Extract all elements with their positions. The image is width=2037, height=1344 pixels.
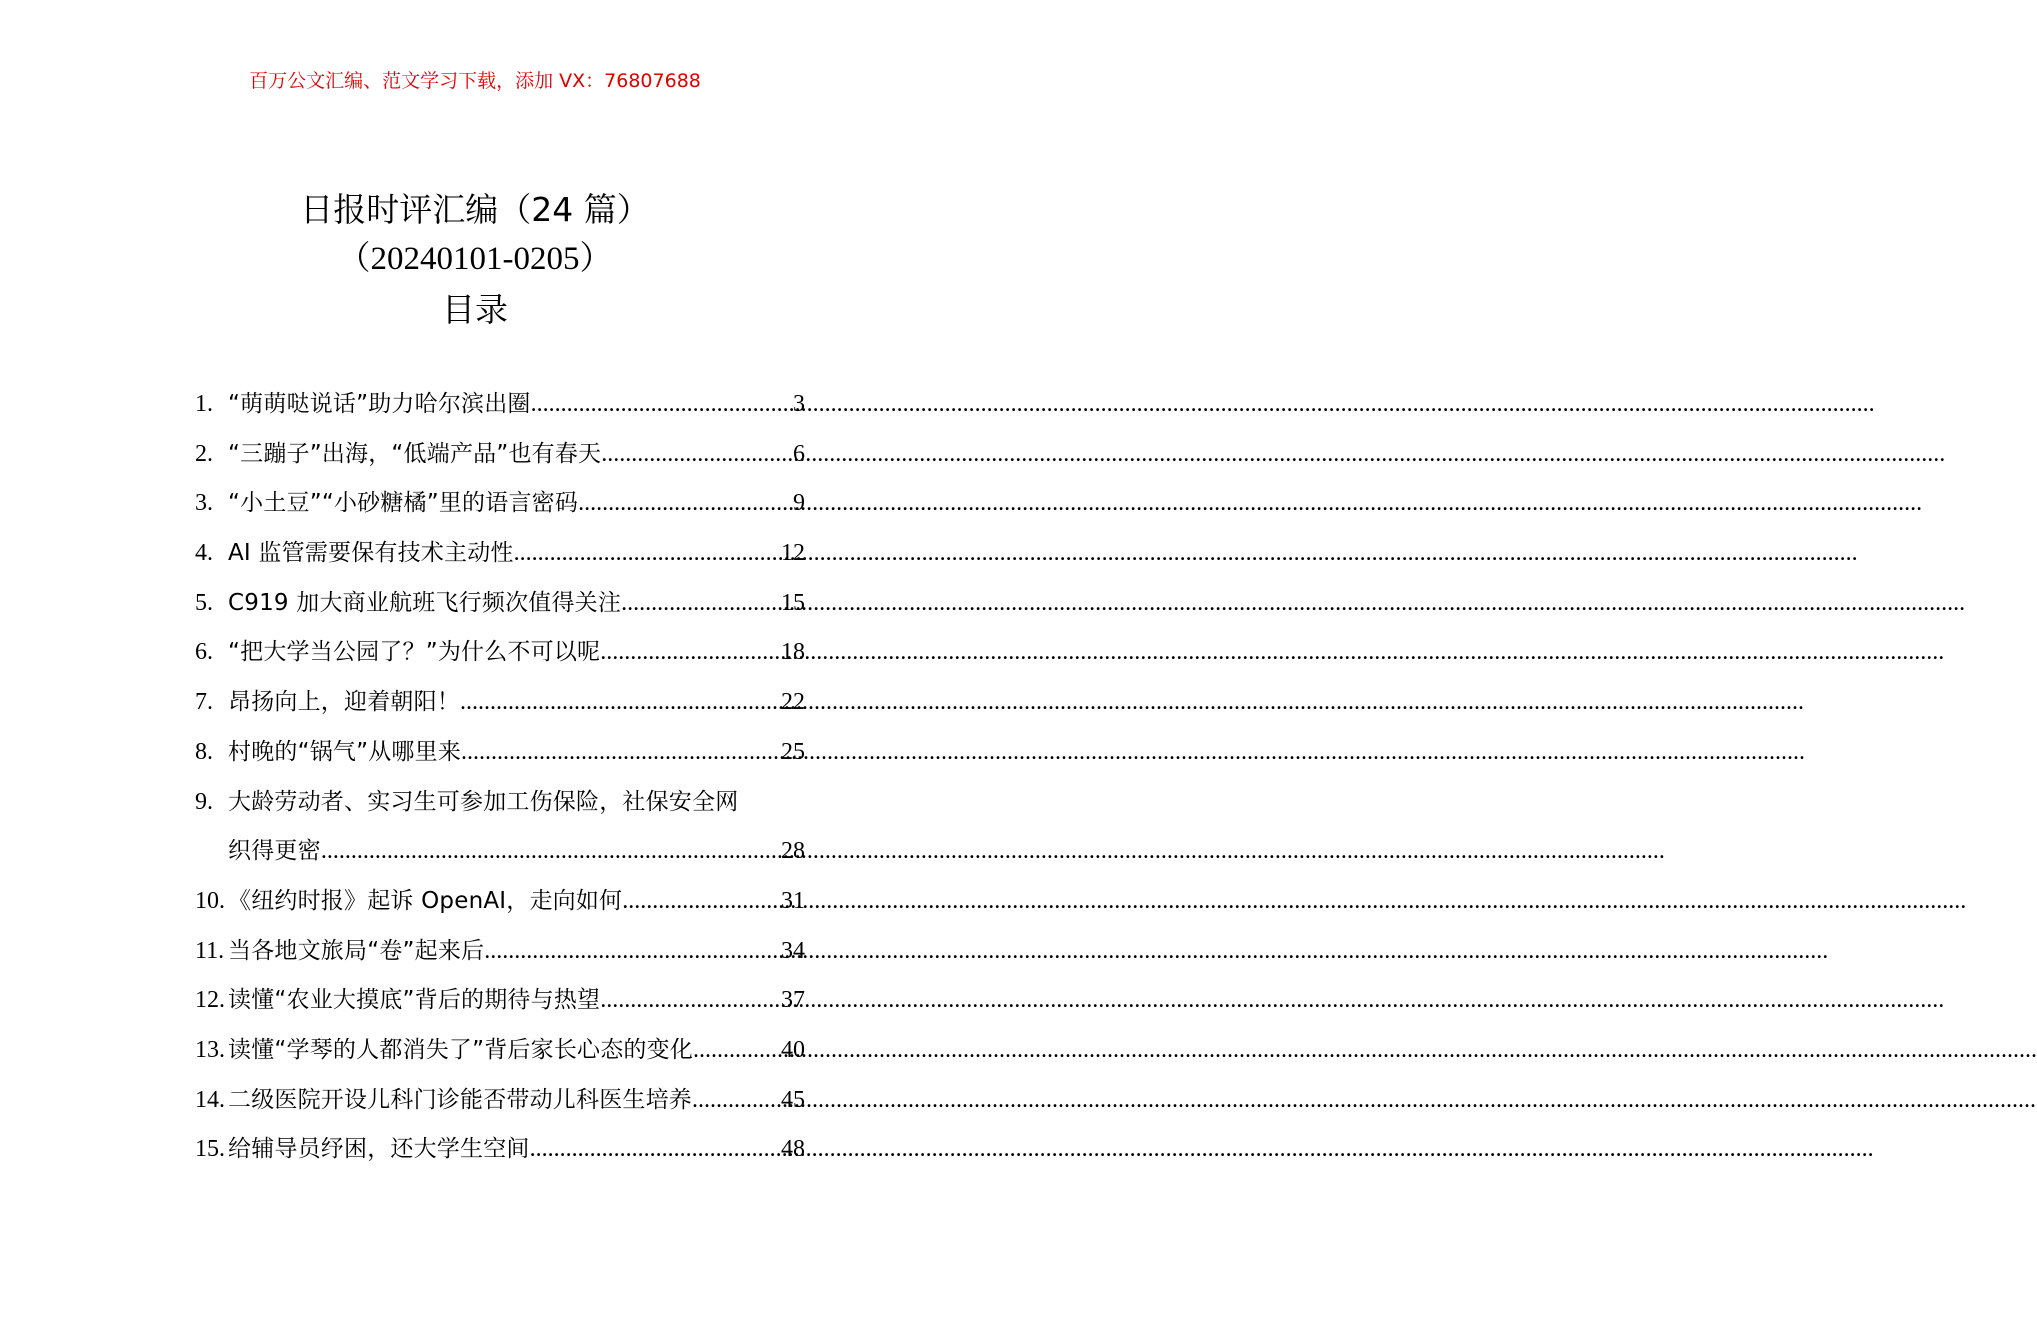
toc-entry-9-continued[interactable] [195,827,805,877]
toc-entry-page: 34 [781,937,805,964]
toc-entry-page: 40 [781,1036,805,1063]
toc-entry-4[interactable] [195,529,805,579]
toc-dot-leader [600,628,781,678]
toc-dot-leader [600,976,781,1026]
toc-entry-1[interactable] [195,380,805,430]
toc-entry-8[interactable] [195,728,805,778]
toc-entry-number: 1. [195,391,213,417]
toc-entry-title: 二级医院开设儿科门诊能否带动儿科医生培养 [228,1086,692,1113]
toc-entry-11[interactable] [195,927,805,977]
toc-entry-title: “把大学当公园了？”为什么不可以呢 [228,639,601,666]
toc-entry-number: 2. [195,440,213,467]
toc-dot-leader [531,380,793,430]
toc-entry-page: 31 [781,887,805,914]
toc-entry-7[interactable] [195,678,805,728]
toc-entry-number: 7. [195,689,213,716]
toc-entry-number: 14. [195,1086,225,1113]
toc-entry-number: 8. [195,738,213,765]
toc-entry-title: “小土豆”“小砂糖橘”里的语言密码 [228,490,579,517]
toc-entry-page: 3 [793,391,805,417]
toc-entry-title: 当各地文旅局“卷”起来后 [228,937,485,964]
toc-entry-12[interactable] [195,976,805,1026]
toc-entry-page: 25 [781,738,805,765]
toc-entry-5[interactable] [195,579,805,629]
toc-entry-6[interactable] [195,628,805,678]
toc-dot-leader [484,927,781,977]
toc-entry-page: 18 [781,639,805,666]
toc-entry-number: 5. [195,589,213,616]
toc-entry-title-continued: 织得更密 [228,838,321,865]
toc-entry-15[interactable] [195,1125,805,1175]
toc-dot-leader [692,1076,781,1126]
toc-entry-title: AI 监管需要保有技术主动性 [228,540,514,567]
toc-entry-title: 读懂“农业大摸底”背后的期待与热望 [228,987,601,1014]
toc-entry-page: 28 [781,838,805,865]
toc-dot-leader [530,1125,781,1175]
toc-entry-title: C919 加大商业航班飞行频次值得关注 [228,589,622,616]
toc-entry-14[interactable] [195,1076,805,1126]
toc-dot-leader [321,827,781,877]
toc-entry-title: 大龄劳动者、实习生可参加工伤保险，社保安全网 [228,788,739,815]
toc-entry-number: 6. [195,639,213,666]
toc-entry-number: 3. [195,490,213,517]
toc-dot-leader [693,1026,781,1076]
toc-dot-leader [460,678,781,728]
toc-entry-title: “萌萌哒说话”助力哈尔滨出圈 [228,391,531,417]
toc-entry-page: 45 [781,1086,805,1113]
toc-dot-leader [578,479,793,529]
toc-dot-leader [461,728,781,778]
toc-dot-leader [514,529,781,579]
toc-entry-number: 4. [195,540,213,567]
toc-dot-leader [621,579,781,629]
toc-entry-9[interactable] [195,778,805,828]
toc-entry-number: 12. [195,987,225,1014]
toc-entry-number: 15. [195,1136,225,1163]
page-title: 日报时评汇编（24 篇） [300,190,650,229]
toc-entry-number: 11. [195,937,225,964]
table-of-contents [195,380,805,1175]
toc-entry-number: 13. [195,1036,225,1063]
toc-entry-page: 15 [781,589,805,616]
toc-dot-leader [622,877,781,927]
toc-entry-title: “三蹦子”出海，“低端产品”也有春天 [228,440,602,467]
toc-heading: 目录 [442,290,508,329]
toc-entry-title: 读懂“学琴的人都消失了”背后家长心态的变化 [228,1036,694,1063]
toc-entry-page: 48 [781,1136,805,1163]
toc-entry-page: 37 [781,987,805,1014]
toc-entry-page: 22 [781,689,805,716]
toc-entry-title: 《纽约时报》起诉 OpenAI，走向如何 [228,887,623,914]
watermark-text: 百万公文汇编、范文学习下载，添加 VX：76807688 [249,70,701,92]
toc-entry-number: 10. [195,887,225,914]
date-range-subtitle: （20240101-0205） [337,241,613,277]
toc-entry-title: 村晚的“锅气”从哪里来 [228,738,462,765]
toc-entry-title: 昂扬向上，迎着朝阳！ [228,689,460,716]
toc-entry-page: 9 [793,490,805,517]
toc-entry-2[interactable] [195,430,805,480]
toc-dot-leader [601,430,793,480]
toc-entry-page: 12 [781,540,805,567]
toc-entry-page: 6 [793,440,805,467]
toc-entry-10[interactable] [195,877,805,927]
toc-entry-13[interactable] [195,1026,805,1076]
toc-entry-title: 给辅导员纾困，还大学生空间 [228,1136,530,1163]
toc-entry-number: 9. [195,788,213,815]
toc-entry-3[interactable] [195,479,805,529]
